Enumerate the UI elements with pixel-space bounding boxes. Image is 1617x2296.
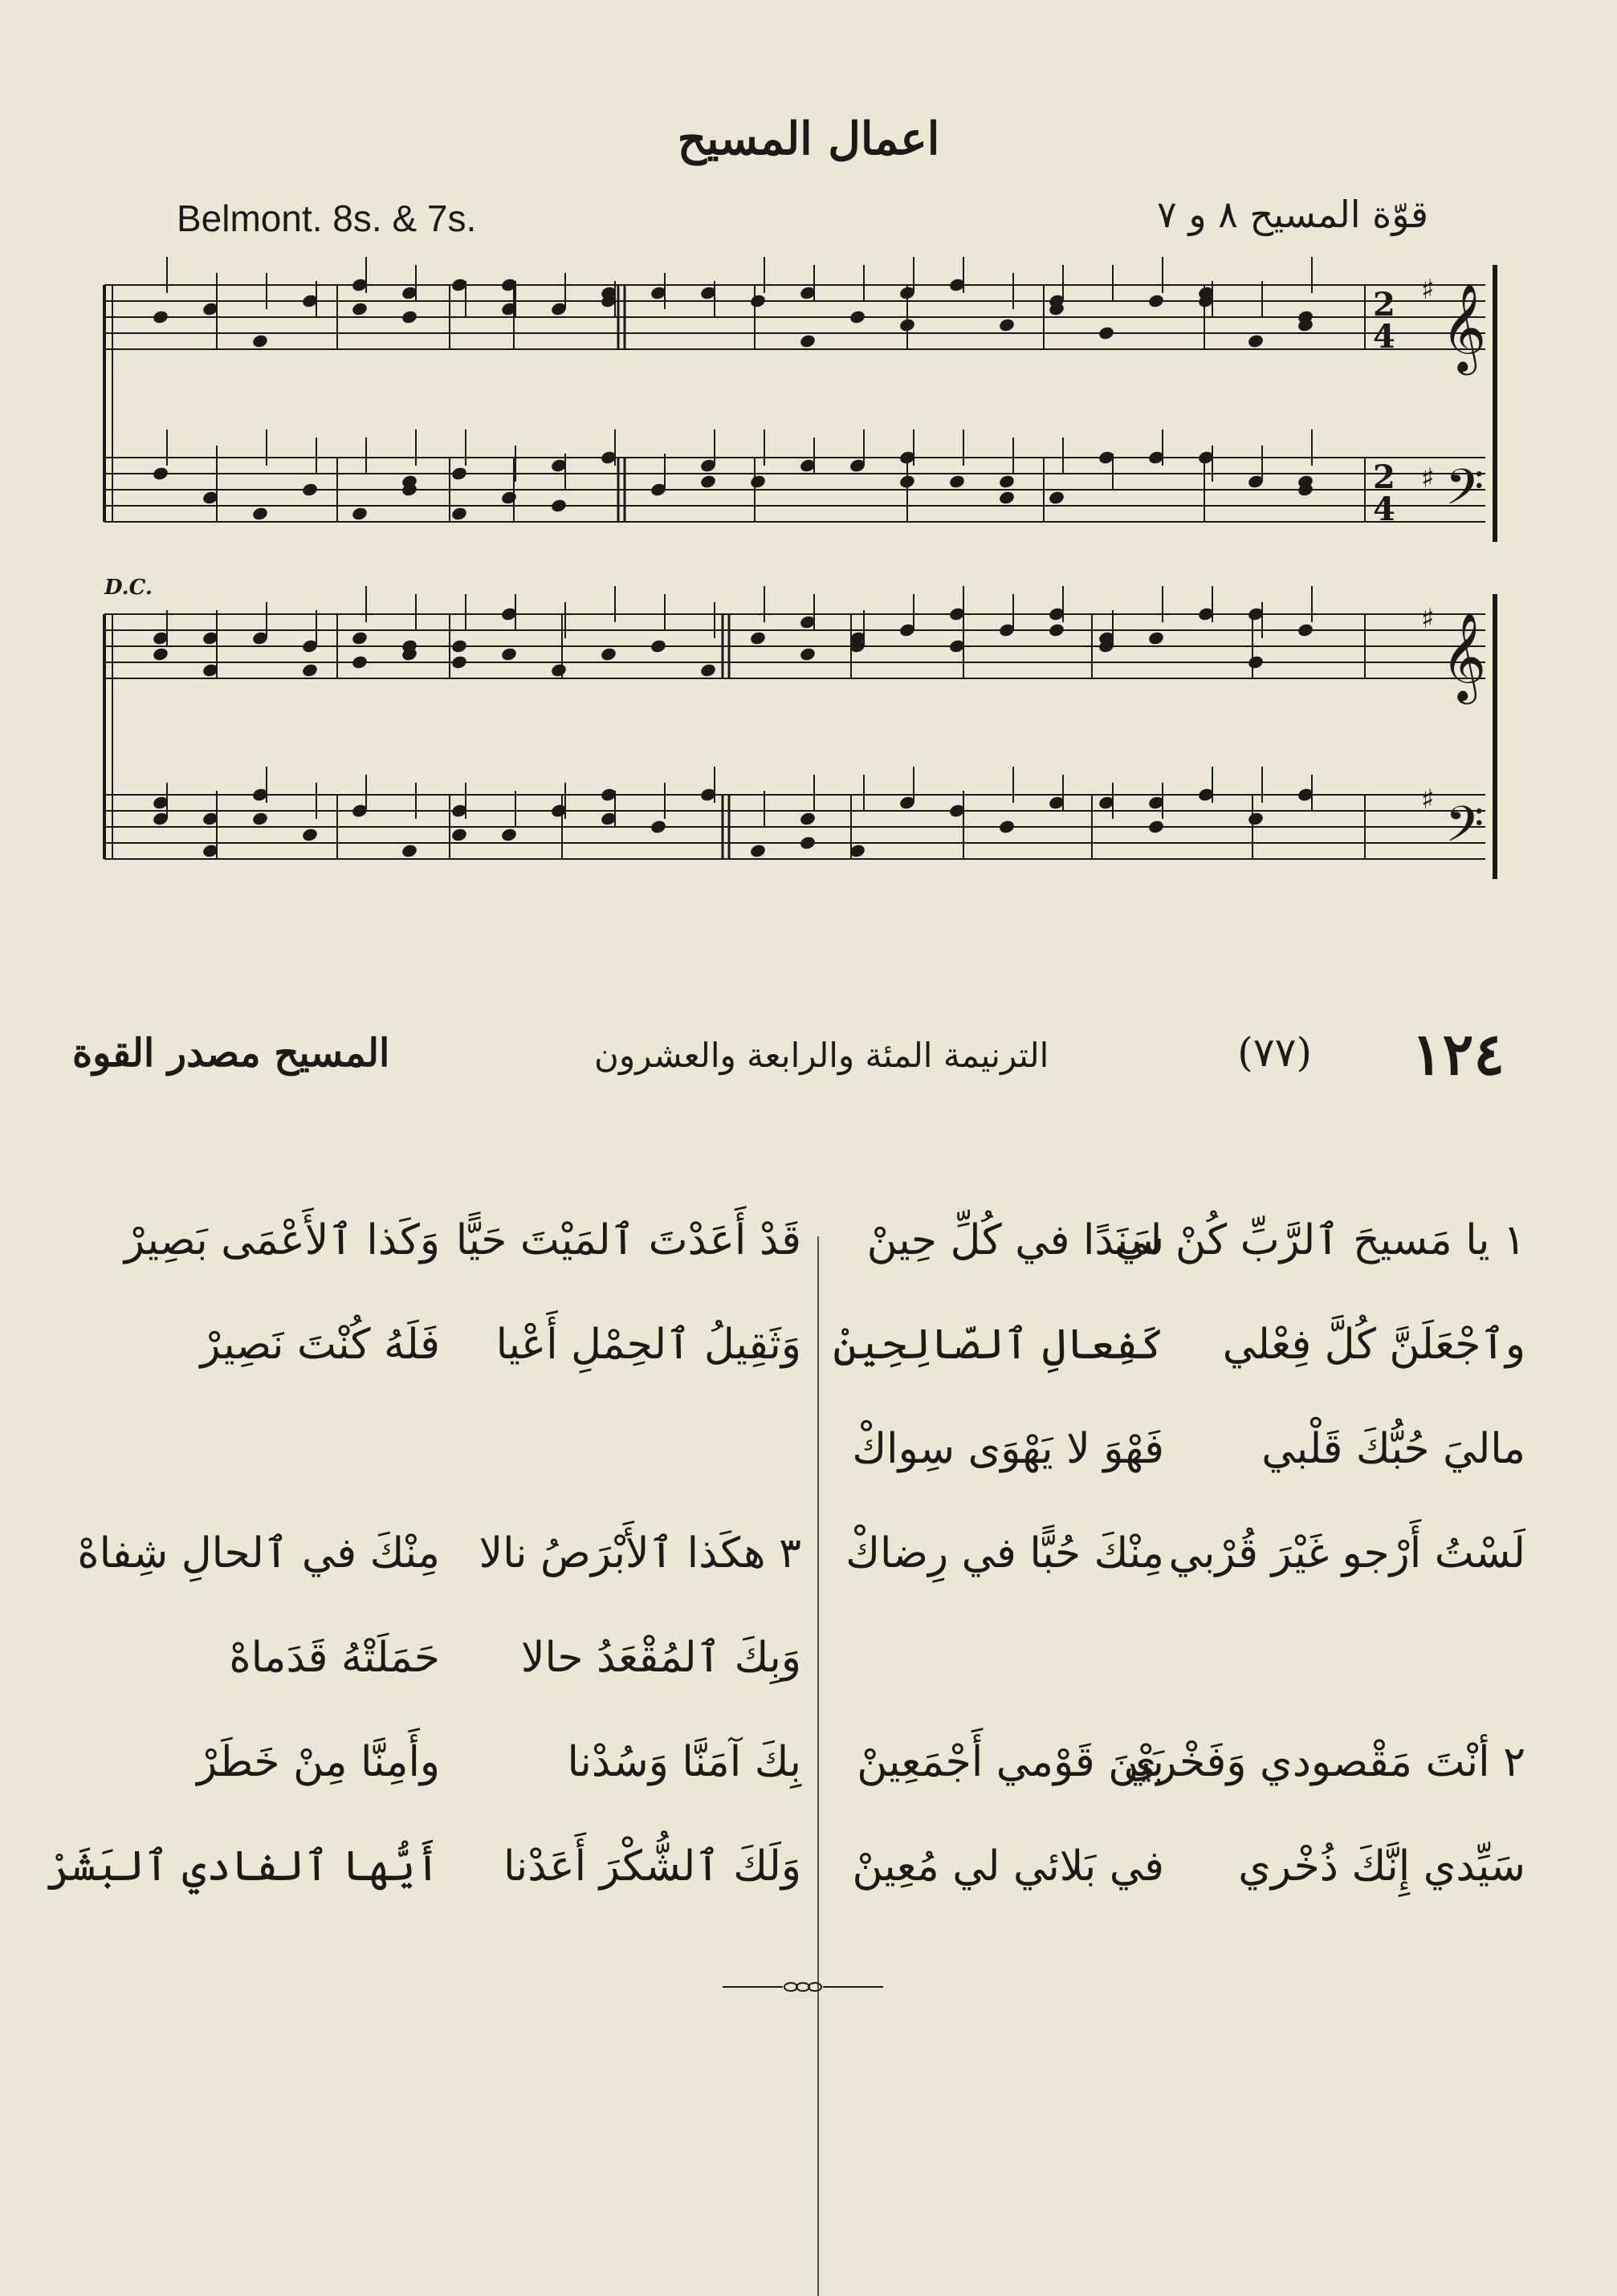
sharp-icon: ♯ <box>1421 603 1435 635</box>
note-head <box>600 646 617 662</box>
note-head <box>749 843 767 858</box>
verse-hemistich: مِنْكَ حُبًّا في رِضاكْ <box>845 1529 1164 1577</box>
note-head <box>450 654 468 670</box>
verse-hemistich: بِكَ آمَنَّا وَسُدْنا <box>567 1738 801 1786</box>
note-head <box>799 811 817 826</box>
verse-column-left <box>46 1188 817 2296</box>
time-signature-top: 2 <box>1373 458 1395 496</box>
note-head <box>749 474 767 489</box>
tune-name: Belmont. 8s. & 7s. <box>177 197 477 239</box>
bass-clef-icon: 𝄢 <box>1445 458 1485 528</box>
verse-hemistich: وَكَذا ٱلأَعْمَى بَصِيرْ <box>124 1216 440 1264</box>
note-head <box>998 819 1016 834</box>
note-head <box>301 482 319 497</box>
bass-staff-2 <box>104 795 1485 859</box>
note-head <box>699 474 717 489</box>
note-head <box>450 506 468 521</box>
note-head <box>450 466 468 481</box>
time-signature-bottom: 4 <box>1373 318 1395 356</box>
note-head <box>450 827 468 842</box>
note-head <box>898 317 916 332</box>
note-head <box>749 630 767 645</box>
verse-hemistich: مِنْكَ في ٱلحالِ شِفاهْ <box>77 1529 440 1577</box>
verses <box>46 1188 1542 2296</box>
verse-hemistich: وَبِكَ ٱلمُقْعَدُ حالا <box>520 1634 801 1682</box>
note-head <box>1048 490 1065 505</box>
note-head <box>1247 654 1265 670</box>
note-head <box>650 819 667 834</box>
note-head <box>351 654 369 670</box>
verse-hemistich: لَسْتُ أَرْجو غَيْرَ قُرْبي <box>1168 1529 1525 1577</box>
hymn-title: الترنيمة المئة والرابعة والعشرون <box>594 1036 1049 1075</box>
sharp-icon: ♯ <box>1421 274 1435 306</box>
verse-hemistich: وَثَقِيلُ ٱلحِمْلِ أَعْيا <box>495 1321 801 1369</box>
verse-line <box>819 1293 1542 1397</box>
note-head <box>650 638 667 653</box>
note-head <box>251 811 269 826</box>
verse-hemistich: بَيْنَ قَوْمي أَجْمَعِينْ <box>857 1738 1164 1786</box>
note-head <box>1147 293 1165 308</box>
verse-gap <box>95 1397 817 1501</box>
note-head <box>351 506 369 521</box>
verse-column-right <box>819 1188 1542 2296</box>
note-head <box>998 474 1016 489</box>
note-head <box>1247 811 1265 826</box>
verse-hemistich: قَدْ أَعَدْتَ ٱلمَيْتَ حَيًّا <box>455 1216 801 1264</box>
music-score <box>0 0 1617 899</box>
note-head <box>799 835 817 850</box>
section-title: اعمال المسيح <box>677 112 940 165</box>
verse-line <box>95 1606 817 1710</box>
verse-gap <box>819 1606 1542 1710</box>
verse-hemistich: سَيِّدي إِنَّكَ ذُخْري <box>1238 1842 1525 1891</box>
bass-clef-icon: 𝄢 <box>1445 795 1485 865</box>
verse-line <box>77 1501 817 1606</box>
verse-hemistich: وَلَكَ ٱلشُّكْرَ أَعَدْنا <box>503 1842 801 1891</box>
verse-hemistich: فَلَهُ كُنْتَ نَصِيرْ <box>200 1321 440 1369</box>
note-head <box>351 630 369 645</box>
verse-hemistich: ١ يا مَسيحَ ٱلرَّبِّ كُنْ لي <box>1114 1216 1525 1264</box>
verse-line <box>95 1293 817 1397</box>
note-head <box>351 301 369 316</box>
verse-hemistich: سَنَدًا في كُلِّ حِينْ <box>866 1216 1164 1264</box>
note-head <box>1147 630 1165 645</box>
verse-hemistich: وأَمِنَّا مِنْ خَطَرْ <box>197 1738 440 1786</box>
treble-clef-icon: 𝄞 <box>1441 283 1487 372</box>
note-head <box>749 293 767 308</box>
verse-line <box>819 1188 1542 1293</box>
note-head <box>152 466 169 481</box>
verse-hemistich: ٣ هكَذا ٱلأَبْرَصُ نالا <box>479 1529 801 1577</box>
time-signature-bottom: 4 <box>1373 491 1395 528</box>
hymn-header <box>0 1020 1617 1092</box>
note-head <box>1048 622 1065 637</box>
verse-hemistich: ماليَ حُبُّكَ قَلْبي <box>1261 1425 1525 1473</box>
note-head <box>401 843 418 858</box>
treble-staff-1 <box>104 285 1485 349</box>
note-head <box>849 309 866 324</box>
verse-line <box>46 1814 817 1919</box>
note-head <box>898 474 916 489</box>
note-head <box>799 333 817 348</box>
sharp-icon: ♯ <box>1421 784 1435 816</box>
note-head <box>450 638 468 653</box>
verse-hemistich: فَهْوَ لا يَهْوَى سِواكْ <box>852 1425 1164 1473</box>
hymn-subtitle: المسيح مصدر القوة <box>72 1031 390 1076</box>
verse-line <box>819 1501 1542 1606</box>
note-head <box>500 646 518 662</box>
verse-hemistich: ٢ أنْتَ مَقْصودي وَفَخْري <box>1123 1738 1525 1786</box>
time-signature-top: 2 <box>1373 286 1395 324</box>
note-head <box>251 333 269 348</box>
end-ornament-icon <box>723 1975 883 1999</box>
note-head <box>500 490 518 505</box>
treble-clef-icon: 𝄞 <box>1441 613 1487 701</box>
note-head <box>799 646 817 662</box>
verse-line <box>819 1397 1542 1501</box>
verse-hemistich: كَفِعالِ ٱلصّالِحِينْ <box>833 1321 1164 1369</box>
note-head <box>1147 819 1165 834</box>
note-head <box>998 490 1016 505</box>
hymn-reference: (٧٧) <box>1237 1029 1312 1076</box>
verse-line <box>95 1188 817 1293</box>
note-head <box>500 827 518 842</box>
note-head <box>550 498 568 513</box>
note-head <box>1247 333 1265 348</box>
note-head <box>550 662 568 678</box>
sharp-icon: ♯ <box>1421 462 1435 495</box>
verse-line <box>819 1710 1542 1814</box>
note-head <box>1297 622 1314 637</box>
note-head <box>152 309 169 324</box>
verse-line <box>95 1710 817 1814</box>
note-head <box>948 474 966 489</box>
hymn-number: ١٢٤ <box>1411 1020 1505 1088</box>
dc-label: D.C. <box>104 576 153 600</box>
verse-hemistich: حَمَلَتْهُ قَدَماهْ <box>229 1634 440 1682</box>
note-head <box>1098 325 1115 340</box>
note-head <box>699 662 717 678</box>
note-head <box>301 827 319 842</box>
note-head <box>251 506 269 521</box>
verse-hemistich: في بَلائي لي مُعِينْ <box>852 1842 1164 1891</box>
verse-line <box>819 1814 1542 1919</box>
verse-hemistich: وٱجْعَلَنَّ كُلَّ فِعْلي <box>1222 1321 1525 1369</box>
note-head <box>152 646 169 662</box>
tune-meter: قوّة المسيح ٨ و ٧ <box>1156 193 1428 236</box>
note-head <box>401 309 418 324</box>
note-head <box>301 662 319 678</box>
verse-hemistich: أَيُّها ٱلفادي ٱلبَشَرْ <box>46 1842 440 1891</box>
note-head <box>998 317 1016 332</box>
